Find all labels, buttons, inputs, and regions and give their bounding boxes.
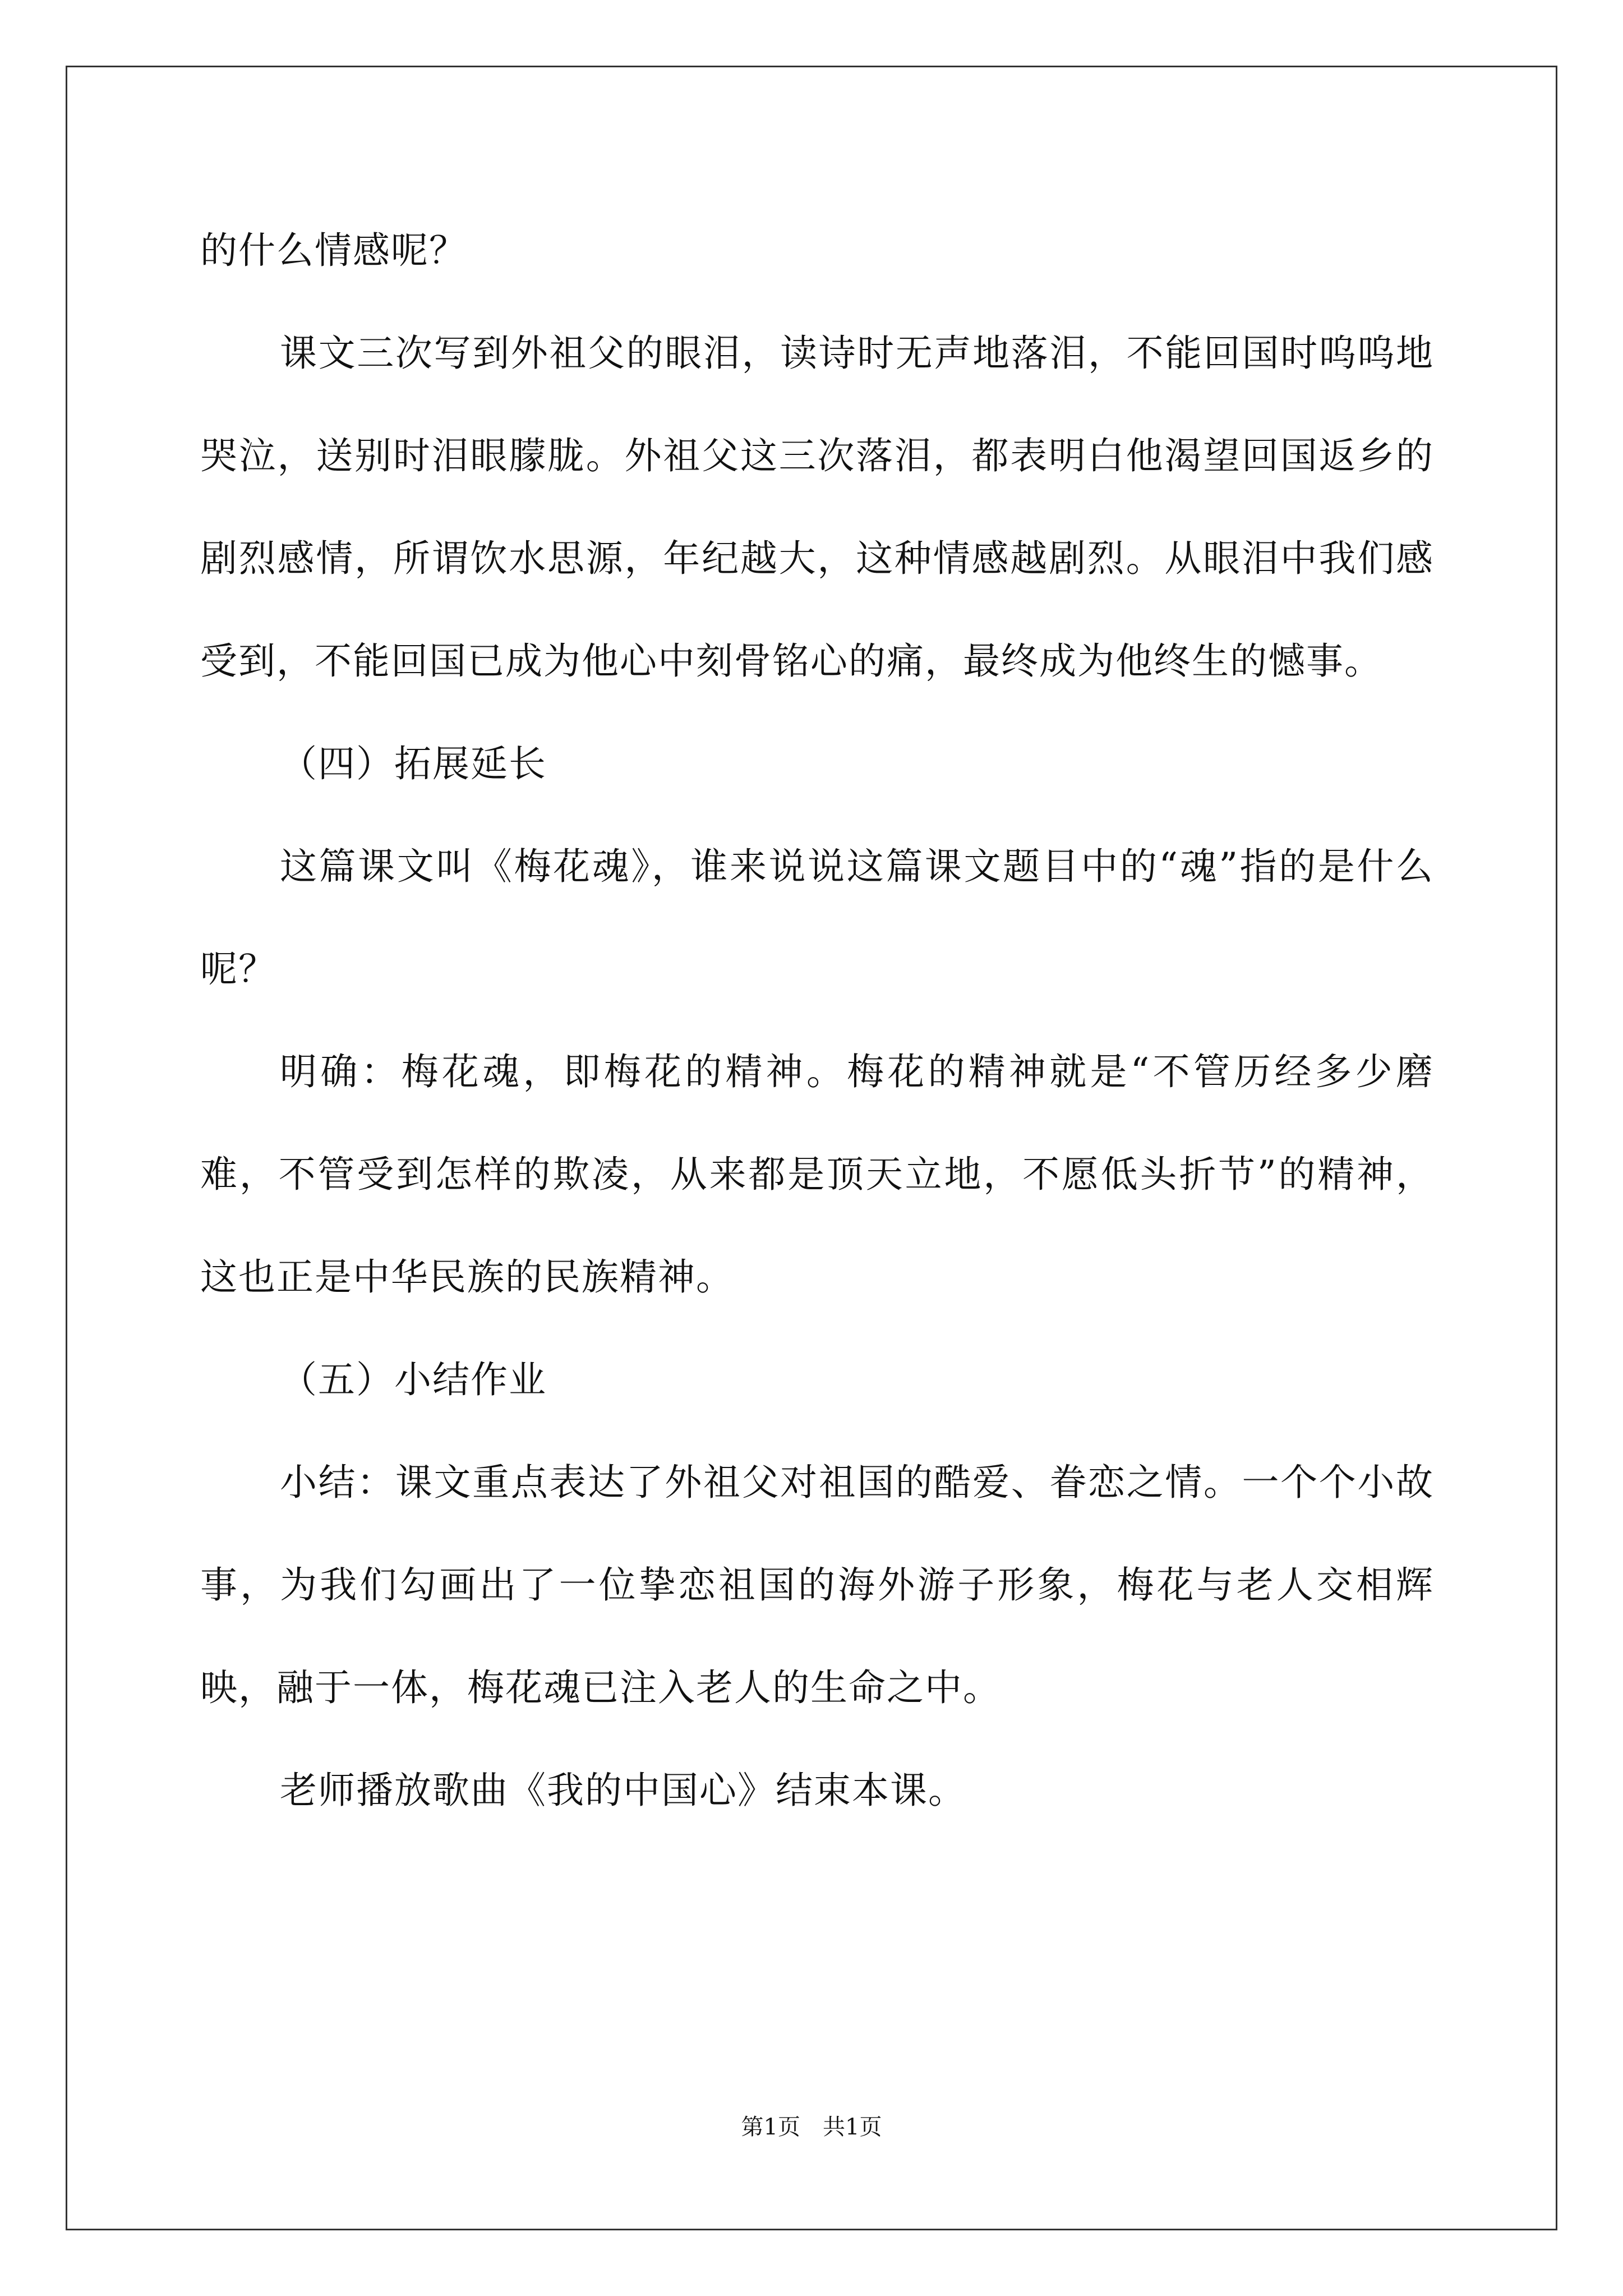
document-body [200,199,1434,1842]
paragraph-summary: 小结：课文重点表达了外祖父对祖国的酷爱、眷恋之情。一个个小故事，为我们勾画出了一位挚恋祖国的海外游子形象，梅花与老人交相辉映，融于一体，梅花魂已注入老人的生命之中。 [200,1461,1434,1709]
page-total: 共1页 [823,2114,882,2140]
section-heading-summary: （五）小结作业 [280,1358,547,1401]
section-heading-extension: （四）拓展延长 [280,742,547,785]
paragraph-question: 这篇课文叫《梅花魂》，谁来说说这篇课文题目中的“魂”指的是什么呢？ [200,845,1434,991]
paragraph-tears: 课文三次写到外祖父的眼泪，读诗时无声地落泪，不能回国时呜呜地哭泣，送别时泪眼朦胧。外祖父这三次落泪，都表明白他渴望回国返乡的剧烈感情，所谓饮水思源，年纪越大，这种情感越剧烈。从眼泪中我们感受到，不能回国已成为他心中刻骨铭心的痛，最终成为他终生的憾事。 [200,332,1434,683]
page-footer [0,2109,1623,2141]
paragraph-closing: 老师播放歌曲《我的中国心》结束本课。 [280,1769,966,1812]
page-number: 第1页 [741,2114,800,2140]
paragraph-answer: 明确：梅花魂，即梅花的精神。梅花的精神就是“不管历经多少磨难，不管受到怎样的欺凌，从来都是顶天立地，不愿低头折节”的精神，这也正是中华民族的民族精神。 [200,1050,1434,1299]
paragraph-continuation: 的什么情感呢？ [200,229,467,272]
